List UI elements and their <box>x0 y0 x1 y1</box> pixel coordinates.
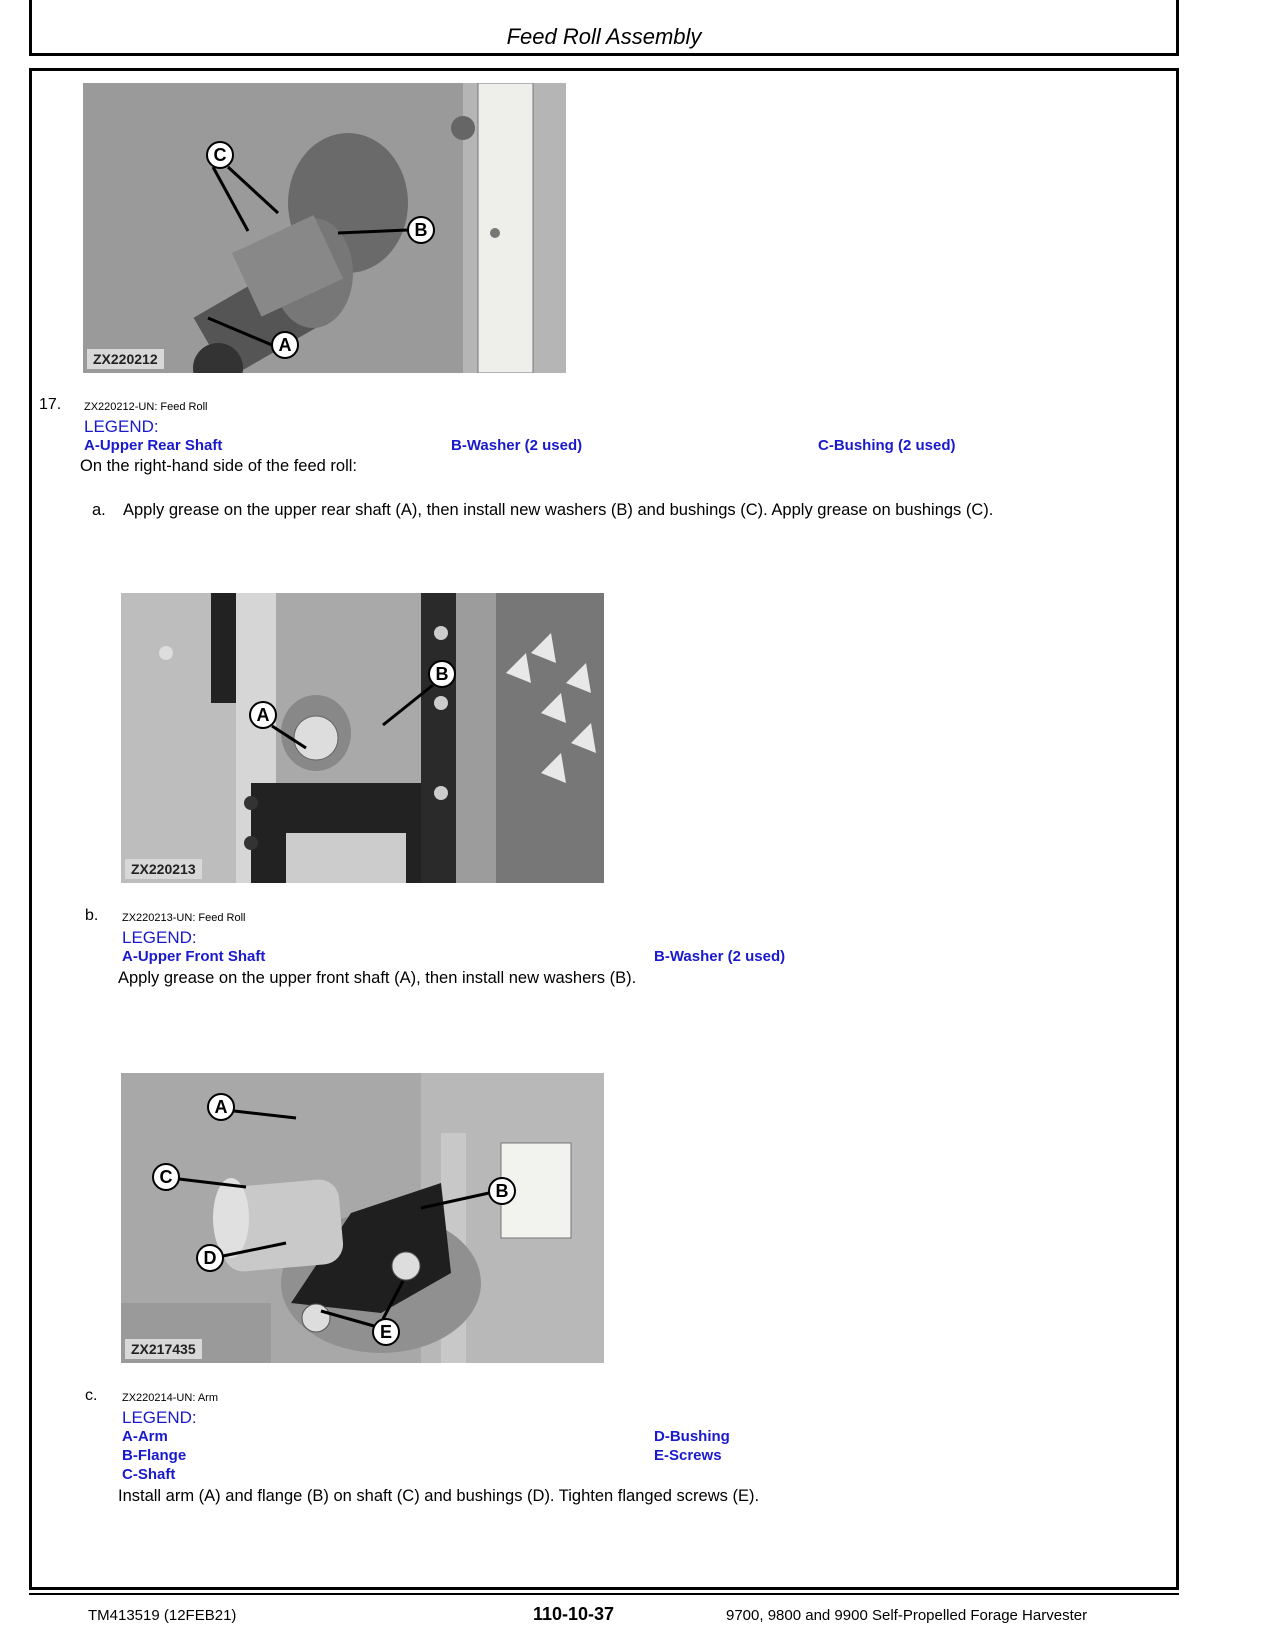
figure-1-photo <box>83 83 566 373</box>
step-17-number: 17. <box>39 396 62 413</box>
step-b-legend-heading: LEGEND: <box>122 928 197 947</box>
step-c-legend-e: E-Screws <box>654 1447 722 1464</box>
page-title: Feed Roll Assembly <box>506 24 702 49</box>
figure-1-callouts <box>83 83 566 373</box>
callout-c-label: C <box>159 1167 173 1187</box>
callout-b-label: B <box>495 1181 509 1201</box>
figure-2-id: ZX220213 <box>125 859 202 879</box>
step-c-legend-heading: LEGEND: <box>122 1408 197 1427</box>
callout-e-label: E <box>379 1322 393 1342</box>
callout-d-label: D <box>203 1248 217 1268</box>
step-17-legend-b: B-Washer (2 used) <box>451 437 583 454</box>
step-c-legend-b: B-Flange <box>122 1447 187 1464</box>
step-17-legend-heading: LEGEND: <box>84 417 159 436</box>
step-b-legend-b: B-Washer (2 used) <box>654 948 786 965</box>
footer-doc-id: TM413519 (12FEB21) <box>88 1607 237 1624</box>
step-c-text: Install arm (A) and flange (B) on shaft (C) and bushings (D). Tighten flanged screws (E). <box>118 1487 760 1505</box>
step-a-letter: a. <box>92 501 106 519</box>
step-c-legend-a: A-Arm <box>122 1428 168 1445</box>
step-c-caption: ZX220214-UN: Arm <box>122 1392 218 1404</box>
footer-rule <box>29 1593 1179 1595</box>
callout-b-label: B <box>414 220 428 240</box>
step-a-text: Apply grease on the upper rear shaft (A), then install new washers (B) and bushings (C). Apply grease on bushings (C). <box>123 501 994 519</box>
step-17-intro: On the right-hand side of the feed roll: <box>80 457 358 475</box>
step-b-letter: b. <box>85 907 99 924</box>
callout-a-label: A <box>256 705 270 725</box>
figure-3-photo <box>121 1073 604 1363</box>
figure-3-id: ZX217435 <box>125 1339 202 1359</box>
callout-b-label: B <box>435 664 449 684</box>
step-b-caption: ZX220213-UN: Feed Roll <box>122 912 246 924</box>
step-c-legend-d: D-Bushing <box>654 1428 730 1445</box>
footer-product: 9700, 9800 and 9900 Self-Propelled Forage Harvester <box>726 1607 1088 1624</box>
figure-3-callouts <box>121 1073 604 1363</box>
callout-a-label: A <box>214 1097 228 1117</box>
step-b-legend-a: A-Upper Front Shaft <box>122 948 266 965</box>
step-17-legend-c: C-Bushing (2 used) <box>818 437 956 454</box>
step-17-legend-a: A-Upper Rear Shaft <box>84 437 223 454</box>
step-b-text: Apply grease on the upper front shaft (A), then install new washers (B). <box>118 969 637 987</box>
step-17-caption: ZX220212-UN: Feed Roll <box>84 401 208 413</box>
step-c-legend-c: C-Shaft <box>122 1466 176 1483</box>
figure-1-id: ZX220212 <box>87 349 164 369</box>
header-box <box>29 0 1179 56</box>
figure-2-callouts <box>121 593 604 883</box>
callout-c-label: C <box>213 145 227 165</box>
figure-2-photo <box>121 593 604 883</box>
callout-a-label: A <box>278 335 292 355</box>
step-c-letter: c. <box>85 1387 98 1404</box>
footer-page-number: 110-10-37 <box>533 1604 615 1624</box>
